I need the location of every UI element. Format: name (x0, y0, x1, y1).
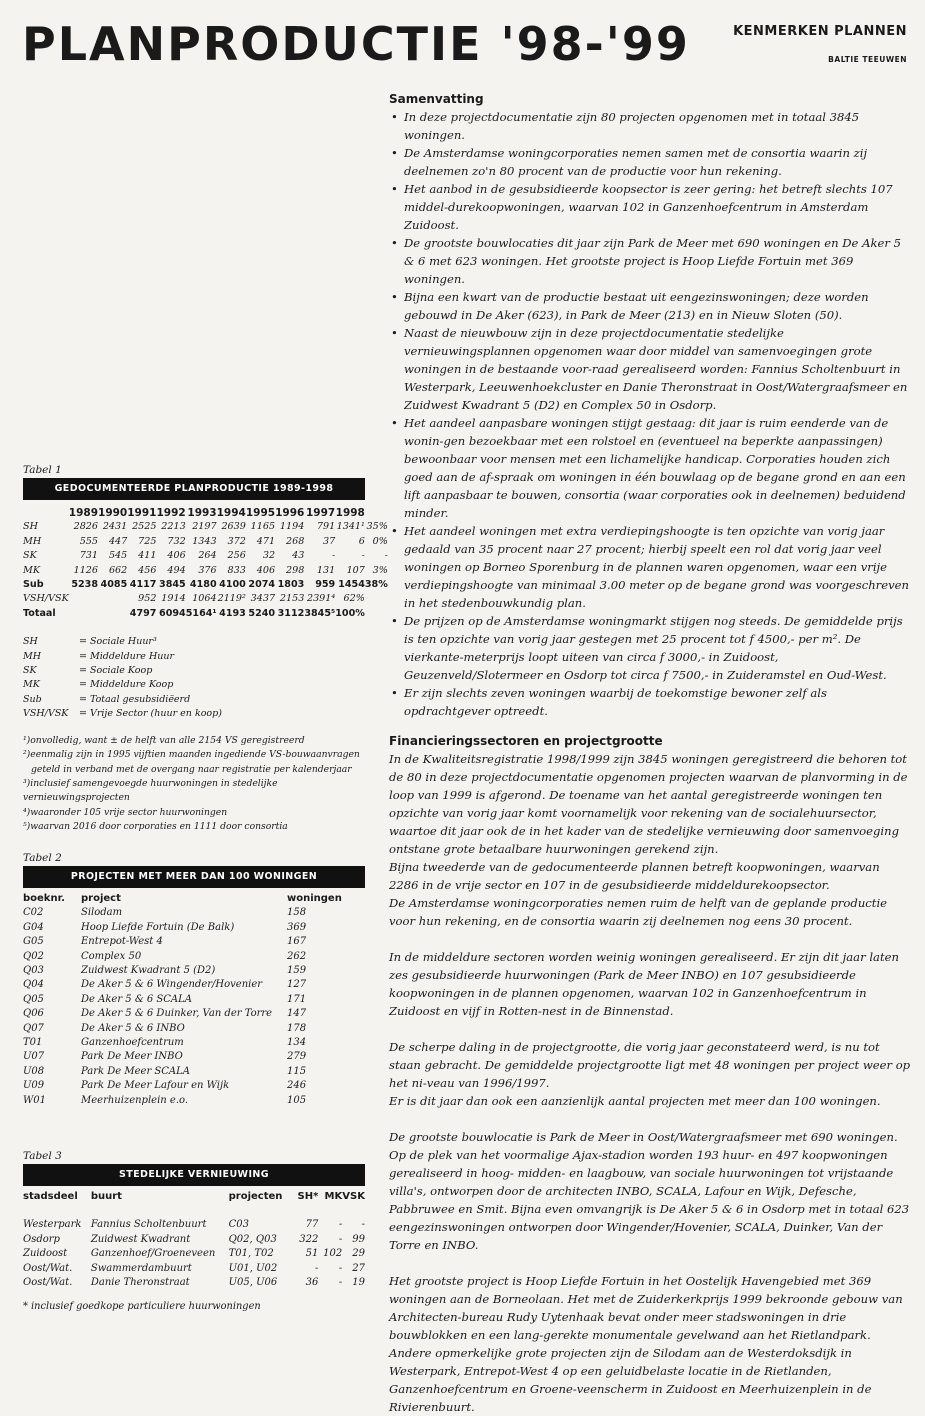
table-cell: 99 (352, 1233, 365, 1245)
table-cell (98, 592, 127, 606)
table-cell: 256 (227, 550, 246, 562)
row-code: MK (23, 564, 40, 576)
tabel3-footnote: * inclusief goedkope particuliere huurwoningen (23, 1301, 261, 1313)
table-cell: 3112 (277, 607, 305, 619)
table-cell: C02 (23, 907, 44, 919)
legend-row (23, 693, 222, 707)
table-row (23, 921, 365, 935)
table-cell: De Aker 5 & 6 INBO (81, 1022, 185, 1034)
paragraph: Er is dit jaar dan ook een aanzienlijk aantal projecten met meer dan 100 woningen. (389, 1094, 881, 1108)
table-cell: 5238 (71, 579, 99, 591)
summary-bullet: • Bijna een kwart van de productie bestaat uit eengezinswoningen; deze worden gebouwd in De Aker (623), in Park de Meer (213) en in Nieuw Sloten (50). (389, 288, 911, 324)
tabel3-label: Tabel 3 (23, 1150, 62, 1162)
table-cell: 4193 (219, 607, 246, 619)
table-cell: Q02 (23, 950, 44, 962)
table-cell: 2153 (279, 593, 305, 605)
year-header: 1995 (245, 507, 276, 519)
table-row (23, 1233, 365, 1247)
legend-key: Sub (23, 693, 42, 705)
table-cell: 791 (316, 521, 336, 533)
table-cell (365, 592, 388, 606)
table-cell: Hoop Liefde Fortuin (De Balk) (81, 921, 235, 933)
table-cell: Swammerdambuurt (90, 1262, 192, 1274)
column-header: woningen (287, 893, 342, 904)
legend-value: = Totaal gesubsidiëerd (79, 693, 191, 705)
year-header: 1998 (335, 507, 365, 519)
table-cell: 833 (227, 564, 246, 576)
tabel3-block (23, 1150, 365, 1315)
summary-bullet: • De grootste bouwlocaties dit jaar zijn Park de Meer met 690 woningen en De Aker 5 & 6 met 623 woningen. Het grootste project is Hoop Liefde Fortuin met 369 woningen. (389, 234, 911, 288)
table-cell: - (338, 1219, 343, 1231)
paragraph: De grootste bouwlocatie is Park de Meer in Oost/Watergraafsmeer met 690 woningen. Op de plek van het voormalige Ajax-stadion worden 193 huur- en 497 koopwoningen gerealiseerd in hoog- midden- en laagbouw, van sociale huurwoningen tot vrijstaande villa's, ontworpen door de architecten INBO, SCALA, Lafour en Wijk, Defesche, Pabbruwee en Smit. Bijna even omvangrijk is De Aker 5 & 6 in Osdorp met in totaal 623 eengezinswoningen ontworpen door Wingender/Hovenier, SCALA, Duinker, Van der Torre en INBO. (389, 1130, 910, 1252)
table-row (23, 549, 388, 563)
year-header: 1994 (216, 507, 246, 519)
table-cell: 5164¹ (185, 607, 217, 619)
table-cell: 1454 (338, 579, 365, 591)
table-cell: 0% (372, 535, 388, 547)
legend-row (23, 707, 222, 721)
table-cell: 134 (287, 1037, 307, 1049)
paragraph: In de Kwaliteitsregistratie 1998/1999 zijn 3845 woningen geregistreerd die behoren tot de 80 in deze projectdocumentatie opgenomen projecten waarvan de planvorming in de loop van 1999 is afgerond. De toename van het aantal geregistreerde woningen ten opzichte van vorig jaar komt voornamelijk voor rekening van de socialehuursector, waartoe dit jaar ook de in het kader van de stedelijke vernieuwing door samenvoeging ontstane grote betaalbare huurwoningen gerekend zijn. (389, 752, 908, 856)
table-cell: Oost/Wat. (23, 1262, 73, 1274)
summary-list (389, 108, 911, 720)
table-cell: - (338, 1277, 343, 1289)
table-cell: Q07 (23, 1022, 44, 1034)
table-cell: 4180 (189, 579, 217, 591)
legend-row (23, 664, 222, 678)
year-header: 1993 (187, 507, 217, 519)
legend-key: MK (23, 679, 40, 691)
table-row (23, 935, 365, 949)
table-cell: Silodam (81, 907, 123, 919)
table-cell: 262 (287, 950, 307, 962)
table-cell: Park De Meer INBO (81, 1051, 183, 1063)
table-cell: 494 (167, 564, 186, 576)
table-cell: - (331, 550, 336, 562)
tabel1-label: Tabel 1 (23, 464, 62, 476)
summary-heading: Samenvatting (389, 92, 484, 106)
row-code: SH (23, 521, 38, 533)
table-cell: 4117 (129, 579, 157, 591)
table-cell: 32 (262, 550, 276, 562)
summary-bullet: • Er zijn slechts zeven woningen waarbij de toekomstige bewoner zelf als opdrachtgever optreedt. (389, 684, 911, 720)
table-cell: 3% (372, 564, 388, 576)
table-cell: 115 (287, 1065, 307, 1077)
table-cell: 62% (343, 593, 365, 605)
table-cell: Q06 (23, 1008, 44, 1020)
table-row (23, 564, 388, 578)
table-cell: Meerhuizenplein e.o. (81, 1094, 189, 1106)
table-cell: 100% (335, 607, 365, 619)
legend-row (23, 678, 222, 692)
column-header: buurt (90, 1191, 122, 1202)
tabel1-table (23, 506, 388, 621)
summary-bullet: • Het aanbod in de gesubsidieerde koopsector is zeer gering: het betreft slechts 107 middel-durekoopwoningen, waarvan 102 in Ganzenhoefcentrum in Amsterdam Zuidoost. (389, 180, 911, 234)
table-cell: 178 (287, 1022, 307, 1034)
table-row (23, 1094, 365, 1108)
legend-value: = Vrije Sector (huur en koop) (79, 708, 222, 720)
table-cell: 406 (167, 550, 186, 562)
table-row (23, 1050, 365, 1064)
paragraph: Het grootste project is Hoop Liefde Fortuin in het Oostelijk Havengebied met 369 woningen aan de Borneolaan. Het met de Zuiderkerkprijs 1999 bekroonde gebouw van Architecten-bureau Rudy Uytenhaak bevat onder meer stadswoningen in drie bouwblokken en een lang-gerekte monumentale gevelwand aan het Rietlandpark. (389, 1274, 903, 1342)
tabel2-title: PROJECTEN MET MEER DAN 100 WONINGEN (23, 866, 365, 888)
table-cell: 1126 (73, 564, 99, 576)
column-header: stadsdeel (23, 1191, 78, 1202)
table-cell: 29 (352, 1248, 365, 1260)
table-cell: - (314, 1262, 319, 1274)
footnote: ¹)onvolledig, want ± de helft van alle 2154 VS geregistreerd (23, 734, 305, 746)
table-cell: U07 (23, 1051, 45, 1063)
table-cell: Zuidwest Kwadrant (90, 1233, 191, 1245)
table-cell: Q05 (23, 993, 44, 1005)
table-cell: 1064 (192, 593, 217, 605)
tabel2-label: Tabel 2 (23, 852, 62, 864)
table-cell: 369 (287, 921, 307, 933)
footnote: ²)eenmalig zijn in 1995 vijftien maanden ingediende VS-bouwaanvragen (23, 749, 360, 761)
legend-value: = Middeldure Koop (79, 679, 174, 691)
table-cell: 6094 (159, 607, 186, 619)
table-cell: 456 (138, 564, 157, 576)
paragraph: Andere opmerkelijke grote projecten zijn de Silodam aan de Westerdoksdijk in Westerpark, Entrepot-West 4 op een geluidbelaste locatie in de Rietlanden, Ganzenhoefcentrum en Groene-veenscherm in Zuidoost en Meerhuizenplein in de Rivierenbuurt. (389, 1346, 872, 1414)
table-cell: 2525 (132, 521, 157, 533)
table-cell: 298 (286, 564, 305, 576)
paragraph: Bijna tweederde van de gedocumenteerde plannen betreft koopwoningen, waarvan 2286 in de vrije sector en 107 in de gesubsidieerde middeldurekoopsector. (389, 860, 880, 892)
table-header-row (23, 1190, 365, 1204)
table-cell: 107 (346, 564, 365, 576)
table-cell: 1165 (250, 521, 276, 533)
table-cell: 2197 (192, 521, 217, 533)
table-cell: G05 (23, 936, 44, 948)
table-cell: Danie Theronstraat (90, 1277, 190, 1289)
table-cell: 105 (287, 1094, 307, 1106)
table-cell: 264 (198, 550, 217, 562)
table-cell: C03 (228, 1219, 249, 1231)
table-cell: 77 (305, 1219, 319, 1231)
table-cell: Park De Meer Lafour en Wijk (81, 1080, 230, 1092)
legend-row (23, 650, 222, 664)
table-cell: Zuidwest Kwadrant 5 (D2) (81, 965, 216, 977)
tabel1-block (23, 464, 388, 835)
table-row (23, 993, 365, 1007)
table-cell: 725 (138, 535, 157, 547)
row-code: SK (23, 550, 37, 562)
table-cell: 662 (108, 564, 128, 576)
table-cell (98, 607, 127, 621)
table-cell: 3437 (250, 593, 276, 605)
column-header: project (81, 893, 121, 904)
year-header: 1990 (98, 507, 128, 519)
table-cell: 2826 (73, 521, 99, 533)
tabel2-table (23, 892, 365, 1108)
table-cell: 731 (79, 550, 99, 562)
table-header-row (23, 506, 388, 520)
year-header: 1992 (156, 507, 186, 519)
table-row (23, 978, 365, 992)
table-cell: 2074 (248, 579, 276, 591)
column-header: SH* (297, 1191, 319, 1202)
legend-key: SH (23, 636, 38, 648)
table-cell: Ganzenhoef/Groeneveen (90, 1248, 216, 1260)
table-cell: 2213 (161, 521, 186, 533)
row-code: VSH/VSK (23, 593, 69, 605)
table-cell: 279 (287, 1051, 307, 1063)
section-label: KENMERKEN PLANNEN (733, 24, 907, 39)
year-header (365, 506, 388, 520)
summary-bullet: • Het aandeel woningen met extra verdiepingshoogte is ten opzichte van vorig jaar gedaald van 35 procent naar 27 procent; hierbij speelt een rol dat vorig jaar veel woningen op Borneo Sporenburg in de plannen waren opgenomen, waar een vrije verdiepingshoogte van minimaal 3.00 meter op de begane grond was voorgeschreven in het stedenbouwkundig plan. (389, 522, 911, 612)
table-row (23, 520, 388, 534)
table-cell: 167 (287, 936, 307, 948)
paragraph: De scherpe daling in de projectgrootte, die vorig jaar geconstateerd werd, is nu tot staan gebracht. De gemiddelde projectgrootte ligt met 48 woningen per project weer op het ni-veau van 1996/1997. (389, 1040, 911, 1090)
table-cell: 959 (315, 579, 336, 591)
table-cell: T01, T02 (228, 1248, 274, 1260)
legend-value: = Sociale Koop (79, 665, 153, 677)
legend-key: SK (23, 665, 37, 677)
table-cell: 4085 (100, 579, 128, 591)
table-cell: 51 (305, 1248, 319, 1260)
table-row (23, 1218, 365, 1232)
table-row (23, 1007, 365, 1021)
spacer-row (23, 1204, 365, 1218)
financiering-heading: Financieringssectoren en projectgrootte (389, 734, 663, 748)
table-cell: - (361, 550, 365, 562)
table-cell: 158 (287, 907, 307, 919)
footnote: geteld in verband met de overgang naar registratie per kalenderjaar (31, 763, 352, 775)
table-cell: 952 (138, 593, 157, 605)
footnote: ⁵)waarvan 2016 door corporaties en 1111 door consortia (23, 821, 288, 833)
table-cell: U09 (23, 1080, 45, 1092)
column-header: VSK (342, 1191, 365, 1202)
table-cell: 171 (287, 993, 307, 1005)
table-cell (69, 592, 98, 606)
table-row (23, 1022, 365, 1036)
table-cell: 555 (79, 535, 99, 547)
table-cell: Fannius Scholtenbuurt (90, 1219, 207, 1231)
table-cell: Entrepot-West 4 (81, 936, 163, 948)
table-cell: 4100 (219, 579, 246, 591)
legend-value: = Middeldure Huur (79, 650, 175, 662)
table-cell: - (338, 1233, 343, 1245)
table-cell: 1194 (279, 521, 305, 533)
table-row (23, 1276, 365, 1290)
table-cell (365, 607, 388, 621)
table-cell: 35% (366, 521, 388, 533)
table-cell: 38% (364, 579, 388, 591)
table-row (23, 578, 388, 592)
row-code: Totaal (23, 607, 56, 619)
table-cell: 147 (287, 1008, 307, 1020)
year-header: 1991 (127, 507, 157, 519)
table-cell: De Aker 5 & 6 SCALA (81, 993, 193, 1005)
table-cell: 732 (167, 535, 186, 547)
tabel1-notes (23, 734, 365, 835)
table-cell: Complex 50 (81, 950, 142, 962)
table-cell: Westerpark (23, 1219, 82, 1231)
footnote: ⁴)waaronder 105 vrije sector huurwoningen (23, 806, 228, 818)
legend-value: = Sociale Huur³ (79, 636, 157, 648)
tabel3-table (23, 1190, 365, 1290)
year-header: 1989 (68, 507, 99, 519)
table-row (23, 964, 365, 978)
table-cell: 4797 (129, 607, 157, 619)
table-cell: U01, U02 (228, 1262, 278, 1274)
table-row (23, 535, 388, 549)
table-cell (23, 1204, 365, 1218)
summary-bullet: • Het aandeel aanpasbare woningen stijgt gestaag: dit jaar is ruim eenderde van de wonin-gen bezoekbaar met een rolstoel en (eventueel na beperkte aanpassingen) bewoonbaar voor mensen met een lichamelijke handicap. Corporaties houden zich goed aan de af-spraak om woningen in één bouwlaag op de begane grond en aan een lift aanpasbaar te bouwen, consortia (waar corporaties ook in deelnemen) beduidend minder. (389, 414, 911, 522)
table-cell: 127 (287, 979, 307, 991)
legend-row (23, 635, 222, 649)
table-cell: 102 (323, 1248, 343, 1260)
table-cell: - (338, 1262, 343, 1274)
summary-bullet: • In deze projectdocumentatie zijn 80 projecten opgenomen met in totaal 3845 woningen. (389, 108, 911, 144)
table-cell: 376 (198, 564, 217, 576)
table-cell: Q04 (23, 979, 44, 991)
table-cell: Q03 (23, 965, 44, 977)
table-cell: 1803 (277, 579, 305, 591)
table-cell: U08 (23, 1065, 45, 1077)
table-row (23, 1065, 365, 1079)
summary-bullet: • De Amsterdamse woningcorporaties nemen samen met de consortia waarin zij deelnemen zo'n 80 procent van de productie voor hun rekening. (389, 144, 911, 180)
table-cell: Park De Meer SCALA (81, 1065, 190, 1077)
column-header: boeknr. (23, 893, 65, 904)
main-text-column (389, 90, 911, 1416)
table-cell (23, 506, 69, 520)
table-row (23, 1036, 365, 1050)
table-cell: 43 (292, 550, 305, 562)
table-row (23, 906, 365, 920)
table-cell: T01 (23, 1037, 43, 1049)
table-row (23, 607, 388, 621)
table-cell: Osdorp (23, 1233, 60, 1245)
summary-bullet: • Naast de nieuwbouw zijn in deze projectdocumentatie stedelijke vernieuwingsplannen opgenomen waar door middel van samenvoegingen grote woningen in de bestaande voor-raad gerealiseerd worden: Fannius Scholtenbuurt in Westerpark, Leeuwenhoekcluster en Danie Theronstraat in Oost/Watergraafsmeer en Zuidwest Kwadrant 5 (D2) en Complex 50 in Osdorp. (389, 324, 911, 414)
table-cell: Ganzenhoefcentrum (81, 1037, 184, 1049)
table-cell: 1914 (161, 593, 186, 605)
table-cell: De Aker 5 & 6 Duinker, Van der Torre (81, 1008, 273, 1020)
table-row (23, 1247, 365, 1261)
table-cell: 3845 (159, 579, 186, 591)
row-code: MH (23, 535, 42, 547)
table-cell: 322 (299, 1233, 319, 1245)
legend-key: VSH/VSK (23, 708, 69, 720)
tabel1-legend (23, 635, 222, 721)
table-cell: 2639 (221, 521, 246, 533)
table-cell: 37 (323, 535, 336, 547)
tabel1-title: GEDOCUMENTEERDE PLANPRODUCTIE 1989-1998 (23, 478, 365, 500)
table-cell: 2119² (217, 593, 246, 605)
legend-key: MH (23, 650, 42, 662)
table-cell: W01 (23, 1094, 47, 1106)
footnote: ³)inclusief samengevoegde huurwoningen in stedelijke vernieuwingsprojecten (23, 777, 278, 804)
row-code: Sub (23, 579, 44, 591)
year-header: 1997 (306, 507, 336, 519)
table-cell: 159 (287, 965, 307, 977)
table-cell: 447 (108, 535, 128, 547)
table-row (23, 950, 365, 964)
table-cell: 372 (227, 535, 246, 547)
table-row (23, 1079, 365, 1093)
table-cell: 406 (256, 564, 276, 576)
page-title: PLANPRODUCTIE '98-'99 (22, 17, 690, 71)
table-cell: 2391⁴ (306, 593, 336, 605)
tabel3-title: STEDELIJKE VERNIEUWING (23, 1164, 365, 1186)
paragraph: In de middeldure sectoren worden weinig woningen gerealiseerd. Er zijn dit jaar laten zes gesubsidieerde huurwoningen (Park de Meer INBO) en 107 gesubsidieerde koopwoningen in de plannen opgenomen, waarvan 102 in Ganzenhoefcentrum in Zuidoost en vijf in Rotten-nest in de Binnenstad. (389, 950, 899, 1018)
table-cell: 2431 (102, 521, 128, 533)
author-name: BALTIE TEEUWEN (828, 55, 907, 64)
table-cell: 6 (358, 535, 365, 547)
table-cell: 411 (138, 550, 157, 562)
table-header-row (23, 892, 365, 906)
table-cell: 131 (316, 564, 336, 576)
table-cell: 471 (256, 535, 276, 547)
table-cell: Zuidoost (23, 1248, 68, 1260)
table-cell: G04 (23, 921, 44, 933)
table-cell: 27 (352, 1262, 365, 1274)
tabel2-block (23, 852, 365, 1108)
column-header: MK (324, 1191, 343, 1202)
summary-bullet: • De prijzen op de Amsterdamse woningmarkt stijgen nog steeds. De gemiddelde prijs is ten opzichte van vorig jaar gestegen met 25 procent tot f 4500,- per m². De vierkante-meterprijs loopt uiteen van circa f 3000,- in Zuidoost, Geuzenveld/Slotermeer en Osdorp tot circa f 7500,- in Zuideramstel en Oud-West. (389, 612, 911, 684)
table-row (23, 592, 388, 606)
table-cell: 5240 (248, 607, 276, 619)
table-cell: De Aker 5 & 6 Wingender/Hovenier (81, 979, 263, 991)
table-cell: Oost/Wat. (23, 1277, 73, 1289)
table-cell: 268 (286, 535, 305, 547)
table-cell: 3845⁵ (304, 607, 336, 619)
column-header: projecten (228, 1191, 283, 1202)
table-cell: U05, U06 (228, 1277, 278, 1289)
paragraph: De Amsterdamse woningcorporaties nemen ruim de helft van de geplande productie voor hun rekening, en de consortia waarin zij deelnemen nog eens 30 procent. (389, 896, 888, 928)
table-cell: 1343 (192, 535, 217, 547)
table-cell: 36 (305, 1277, 319, 1289)
table-cell: Q02, Q03 (228, 1233, 277, 1245)
table-cell: - (384, 550, 388, 562)
table-cell: 19 (352, 1277, 365, 1289)
table-cell: 246 (287, 1080, 307, 1092)
year-header: 1996 (275, 507, 305, 519)
table-cell: 1341¹ (336, 521, 365, 533)
table-cell (69, 607, 98, 621)
table-row (23, 1262, 365, 1276)
table-cell: 545 (108, 550, 128, 562)
table-cell: - (361, 1219, 365, 1231)
